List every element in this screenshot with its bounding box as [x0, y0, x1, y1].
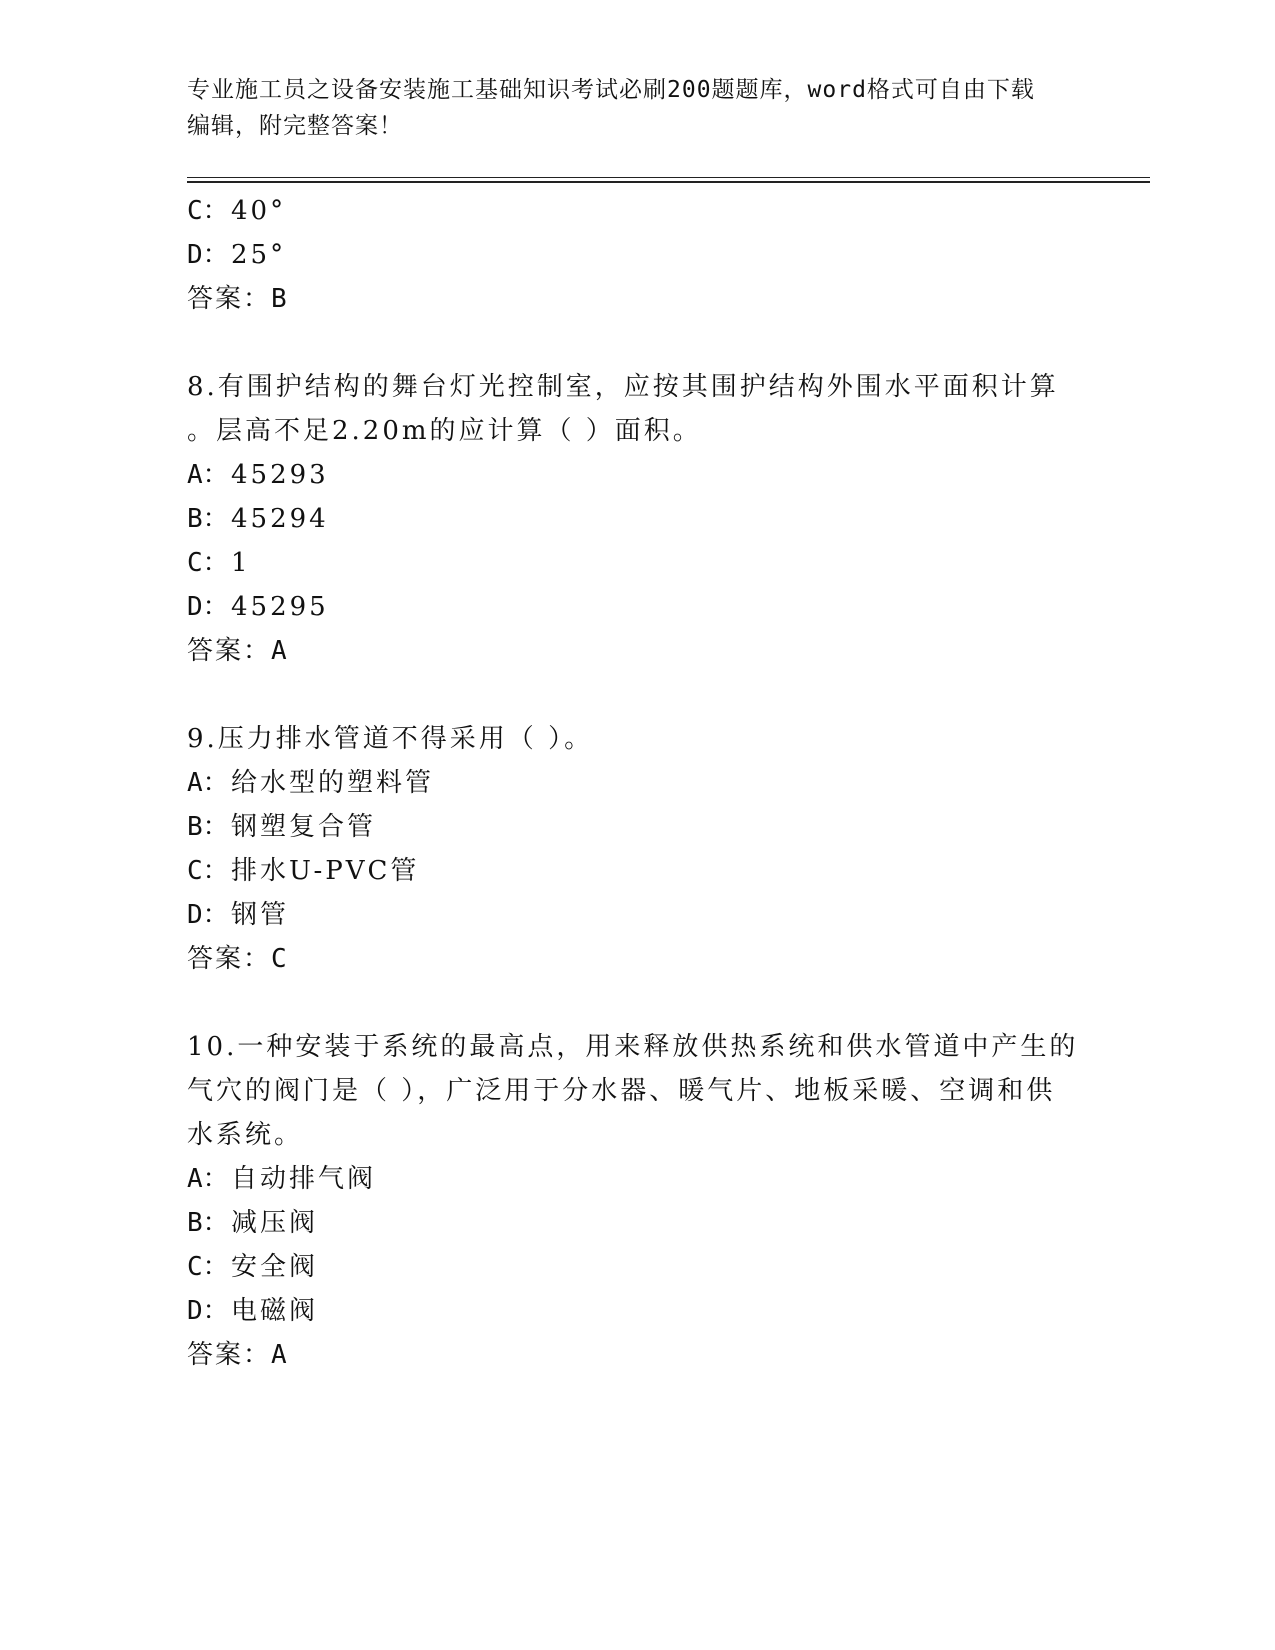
q8-option-c: [187, 546, 251, 580]
q10-stem-line-1: 10.一种安装于系统的最高点，用来释放供热系统和供水管道中产生的: [187, 1032, 1079, 1062]
q10-option-a: [187, 1162, 376, 1196]
option-letter: B：: [187, 812, 229, 842]
answer-value: C: [271, 944, 289, 974]
q8-answer: [187, 634, 289, 668]
header-divider-thin: [187, 177, 1150, 178]
q7-answer: [187, 282, 289, 316]
option-text: 自动排气阀: [231, 1164, 377, 1194]
option-letter: C：: [187, 1252, 229, 1282]
option-text: 45293: [231, 460, 329, 490]
q9-answer: [187, 942, 289, 976]
option-text: 电磁阀: [231, 1296, 319, 1326]
option-letter: D：: [187, 1296, 229, 1326]
q8-option-b: [187, 502, 329, 536]
answer-value: A: [271, 636, 289, 666]
option-letter: D：: [187, 592, 229, 622]
header-title-line-1: 专业施工员之设备安装施工基础知识考试必刷200题题库，word格式可自由下载: [187, 77, 1035, 103]
q9-stem-line-1: 9.压力排水管道不得采用（ ）。: [187, 724, 594, 754]
q7-option-c: [187, 194, 286, 228]
answer-value: A: [271, 1340, 289, 1370]
q9-option-d: [187, 898, 289, 932]
q9-option-b: [187, 810, 376, 844]
option-text: 钢塑复合管: [231, 812, 377, 842]
option-letter: B：: [187, 1208, 229, 1238]
page-header: [187, 72, 1067, 144]
option-text: 40°: [231, 196, 287, 226]
q8-option-d: [187, 590, 329, 624]
q10-stem-line-3: 水系统。: [187, 1120, 304, 1150]
option-text: 45294: [231, 504, 329, 534]
header-title-line-2: 编辑，附完整答案！: [187, 113, 403, 139]
option-letter: D：: [187, 900, 229, 930]
answer-label: 答案：: [187, 944, 272, 974]
option-text: 排水U-PVC管: [231, 856, 420, 886]
header-divider-thick: [187, 181, 1150, 183]
q7-option-d: [187, 238, 286, 272]
q10-option-d: [187, 1294, 318, 1328]
q8-stem-line-2: 。层高不足2.20m的应计算（ ）面积。: [187, 416, 702, 446]
option-text: 安全阀: [231, 1252, 319, 1282]
q8-option-a: [187, 458, 329, 492]
option-text: 45295: [231, 592, 329, 622]
q10-answer: [187, 1338, 289, 1372]
option-letter: C：: [187, 548, 229, 578]
answer-label: 答案：: [187, 636, 272, 666]
option-text: 减压阀: [231, 1208, 319, 1238]
q10-stem-line-2: 气穴的阀门是（ ），广泛用于分水器、暖气片、地板采暖、空调和供: [187, 1076, 1056, 1106]
option-letter: C：: [187, 196, 229, 226]
option-letter: B：: [187, 504, 229, 534]
option-letter: D：: [187, 240, 229, 270]
q9-option-a: [187, 766, 434, 800]
option-letter: A：: [187, 768, 229, 798]
answer-label: 答案：: [187, 284, 272, 314]
option-text: 25°: [231, 240, 287, 270]
q10-option-c: [187, 1250, 318, 1284]
option-letter: A：: [187, 1164, 229, 1194]
q9-option-c: [187, 854, 419, 888]
answer-value: B: [271, 284, 289, 314]
q10-option-b: [187, 1206, 318, 1240]
option-text: 给水型的塑料管: [231, 768, 435, 798]
option-text: 1: [231, 548, 251, 578]
q8-stem-line-1: 8.有围护结构的舞台灯光控制室，应按其围护结构外围水平面积计算: [187, 372, 1059, 402]
option-text: 钢管: [231, 900, 290, 930]
option-letter: C：: [187, 856, 229, 886]
answer-label: 答案：: [187, 1340, 272, 1370]
option-letter: A：: [187, 460, 229, 490]
